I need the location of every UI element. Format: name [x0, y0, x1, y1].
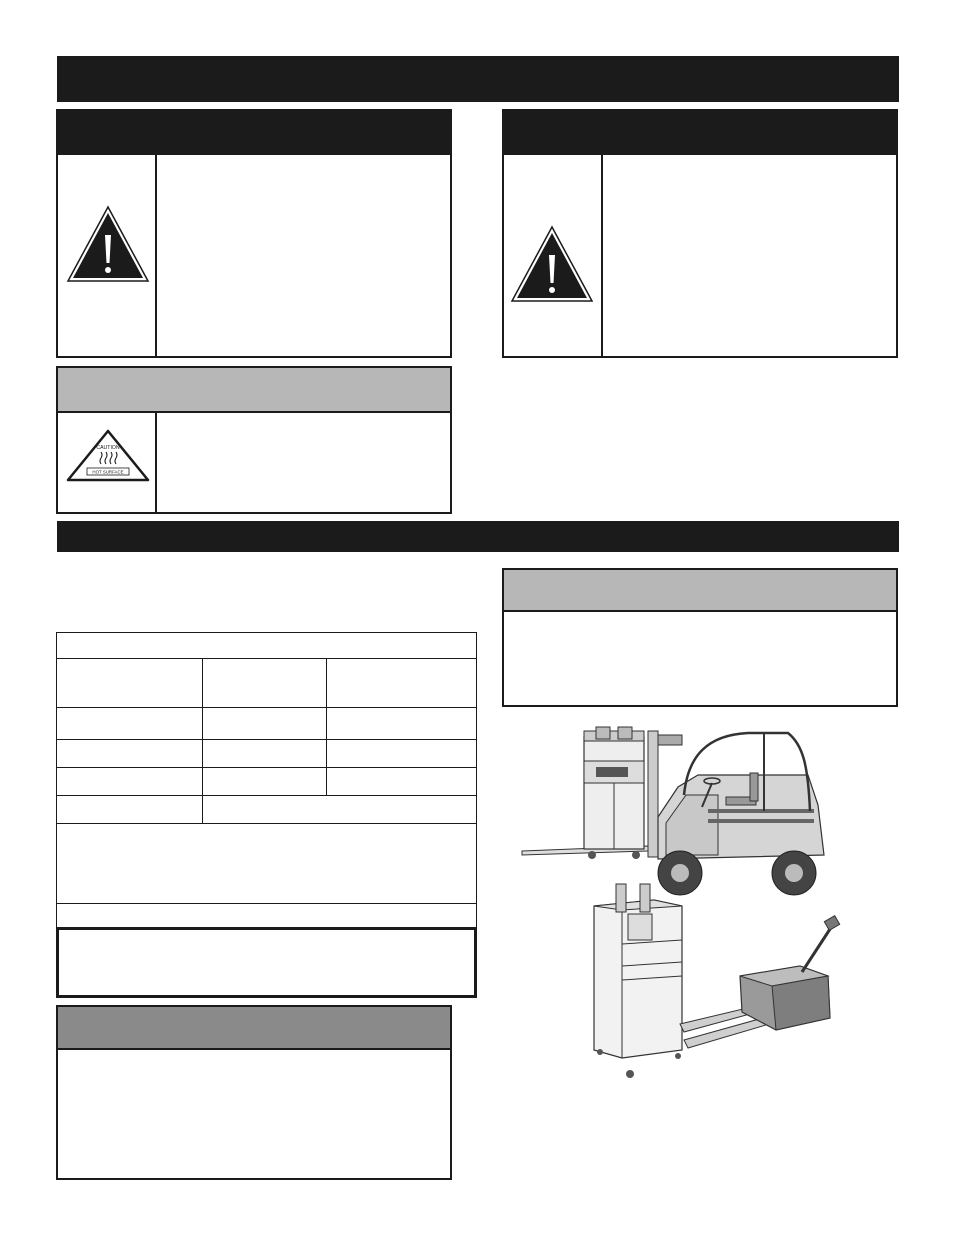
notice-box-header	[58, 1007, 450, 1050]
table-note-box	[57, 928, 476, 997]
table-rule	[202, 658, 203, 823]
notice-box	[56, 1005, 452, 1180]
spec-table	[56, 632, 477, 998]
caution-box	[56, 366, 452, 514]
fryer-on-forklift-illustration	[518, 725, 830, 899]
table-rule	[57, 767, 476, 768]
warning-box-right	[502, 109, 898, 358]
hot-surface-label-icon	[65, 428, 151, 484]
table-rule	[326, 658, 327, 795]
hot-surface-text: HOT SURFACE	[92, 469, 124, 475]
page-title-bar	[57, 56, 899, 102]
warning-box-left-header	[58, 111, 450, 155]
note-box-header	[504, 570, 896, 612]
warning-box-left	[56, 109, 452, 358]
note-box	[502, 568, 898, 707]
caution-box-header	[58, 368, 450, 413]
warning-box-left-divider	[155, 155, 157, 356]
hot-surface-caution-text: CAUTION	[96, 445, 120, 451]
section-title-bar	[57, 521, 899, 552]
caution-box-divider	[155, 413, 157, 512]
table-rule	[57, 658, 476, 659]
table-rule	[57, 903, 476, 904]
warning-triangle-icon	[508, 223, 596, 305]
warning-triangle-icon	[64, 203, 152, 285]
warning-box-right-header	[504, 111, 896, 155]
warning-box-right-divider	[601, 155, 603, 356]
table-rule	[57, 739, 476, 740]
fryer-on-pallet-jack-illustration	[580, 880, 850, 1085]
table-rule	[57, 707, 476, 708]
table-rule	[57, 795, 476, 796]
table-rule	[57, 823, 476, 824]
